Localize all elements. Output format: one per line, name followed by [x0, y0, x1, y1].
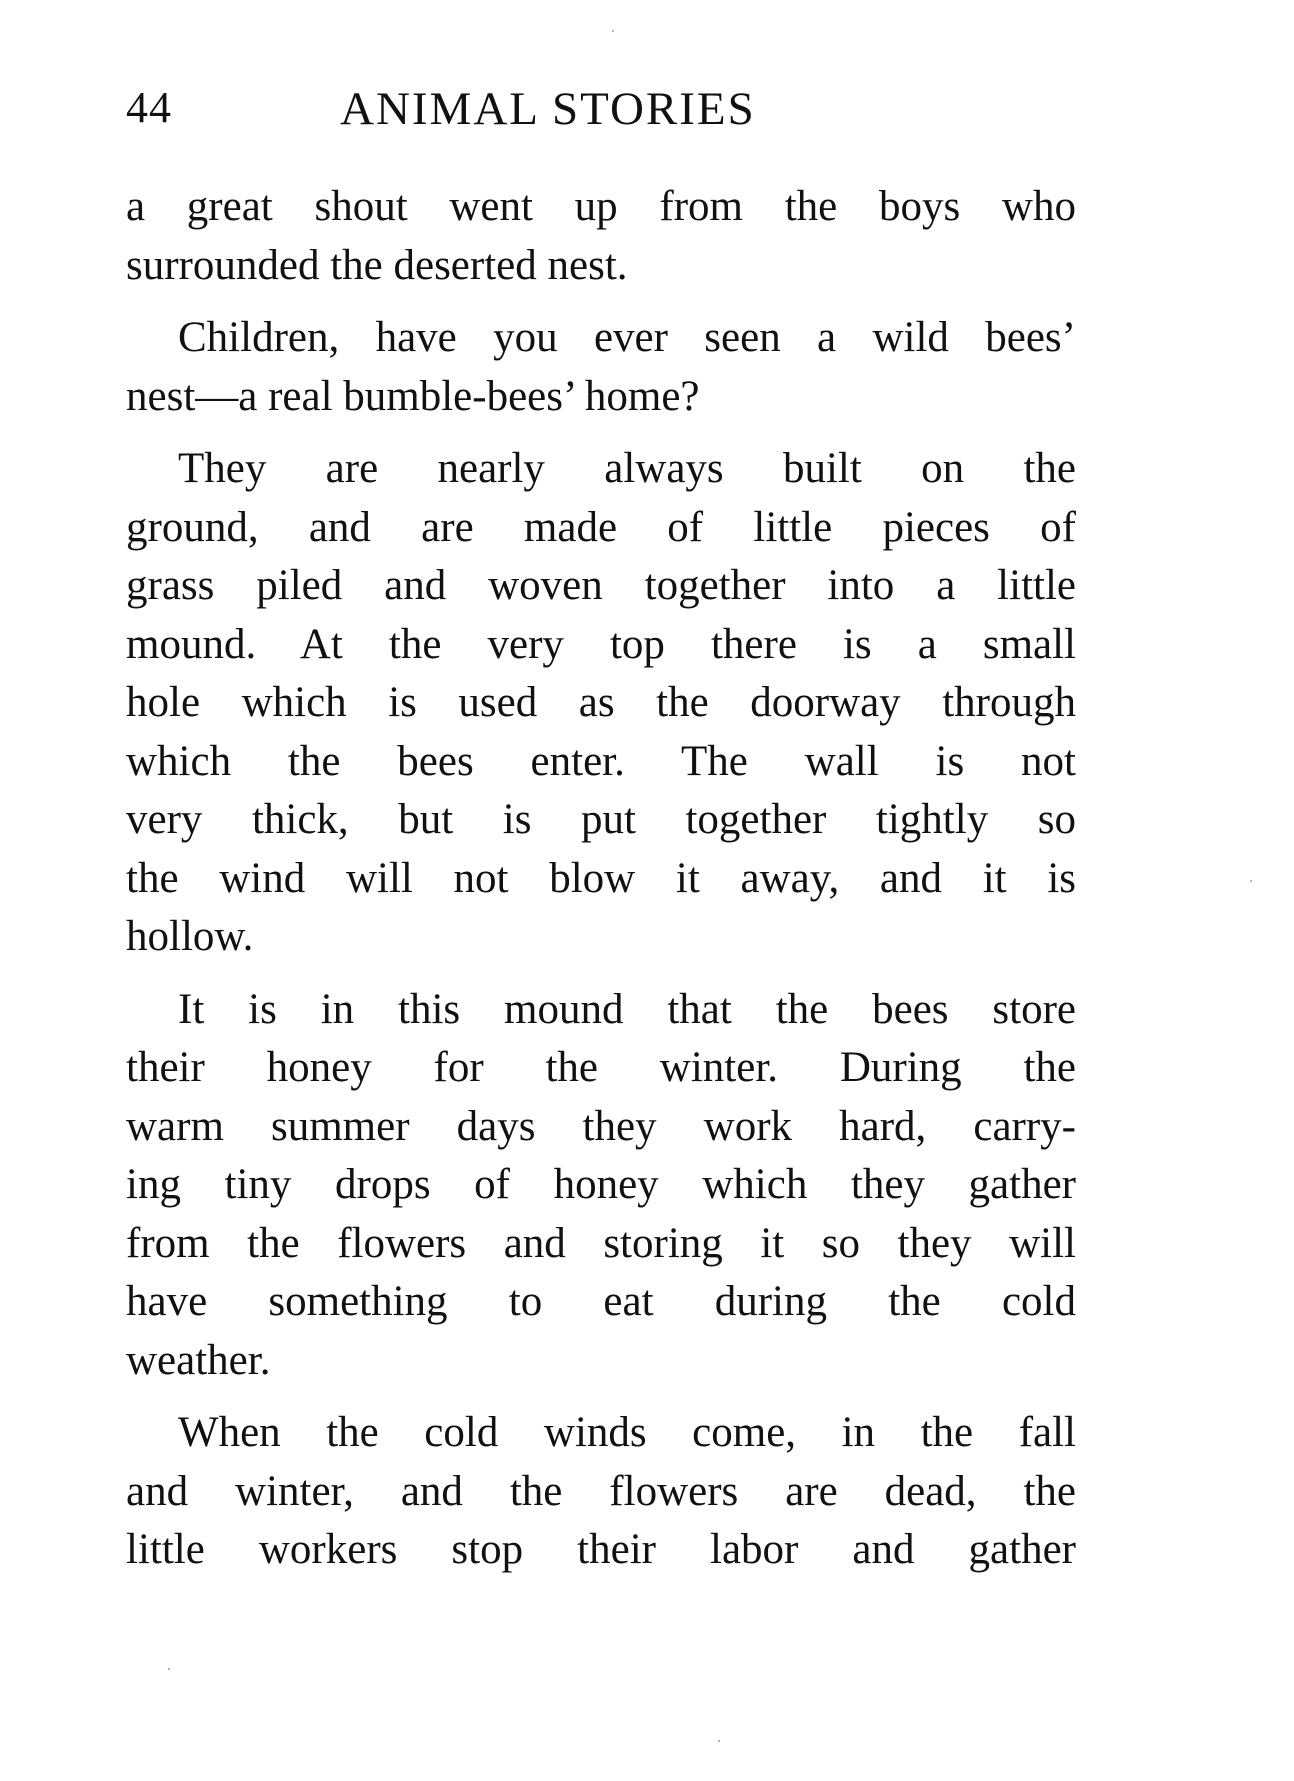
text-line: and winter, and the flowers are dead, the — [126, 1467, 1076, 1515]
paragraph-2 — [126, 309, 1076, 426]
paragraph-4 — [126, 981, 1076, 1391]
scan-speck — [1250, 880, 1252, 882]
text-line: They are nearly always built on the — [178, 445, 1076, 492]
text-line: a great shout went up from the boys who — [126, 183, 1076, 230]
page-header — [126, 82, 1076, 142]
text-line: hollow. — [126, 913, 254, 960]
text-line: their honey for the winter. During the — [126, 1044, 1076, 1091]
text-line: When the cold winds come, in the fall — [178, 1409, 1076, 1456]
scan-speck — [612, 30, 614, 32]
text-line: hole which is used as the doorway through — [126, 679, 1076, 726]
text-line: It is in this mound that the bees store — [178, 985, 1076, 1033]
text-line: the wind will not blow it away, and it is — [126, 854, 1076, 902]
paragraph-5 — [126, 1404, 1076, 1580]
text-line: surrounded the deserted nest. — [126, 241, 628, 289]
text-line: ground, and are made of little pieces of — [126, 503, 1076, 551]
text-line: grass piled and woven together into a little — [126, 562, 1076, 609]
text-line: mound. At the very top there is a small — [126, 620, 1076, 668]
text-line: weather. — [126, 1336, 271, 1384]
text-line: from the flowers and storing it so they will — [126, 1219, 1076, 1267]
text-line: little workers stop their labor and gather — [126, 1526, 1076, 1573]
text-line: ing tiny drops of honey which they gather — [126, 1161, 1076, 1208]
body-text — [126, 178, 1076, 1594]
paragraph-1 — [126, 178, 1076, 295]
scan-speck — [718, 1740, 720, 1742]
text-line: which the bees enter. The wall is not — [126, 737, 1076, 785]
page-number: 44 — [126, 83, 172, 132]
scan-speck — [168, 1668, 170, 1670]
running-head: ANIMAL STORIES — [340, 83, 756, 135]
text-line: very thick, but is put together tightly so — [126, 796, 1076, 843]
text-line: nest—a real bumble-bees’ home? — [126, 372, 700, 420]
text-line: Children, have you ever seen a wild bees’ — [178, 314, 1076, 361]
text-line: warm summer days they work hard, carry- — [126, 1102, 1076, 1150]
text-line: have something to eat during the cold — [126, 1278, 1076, 1325]
paragraph-3 — [126, 440, 1076, 967]
